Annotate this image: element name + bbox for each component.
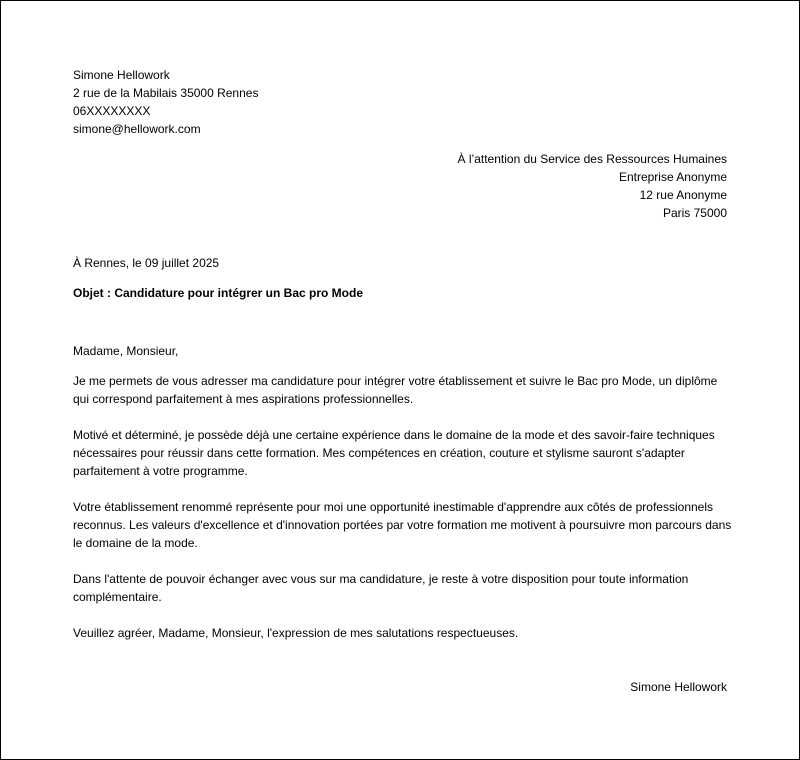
- sender-phone: 06XXXXXXXX: [73, 104, 151, 118]
- sender-block: [73, 66, 258, 138]
- recipient-company: Entreprise Anonyme: [618, 170, 727, 184]
- sender-name: Simone Hellowork: [73, 68, 170, 82]
- sender-address: 2 rue de la Mabilais 35000 Rennes: [73, 86, 259, 100]
- sender-email: simone@hellowork.com: [73, 122, 201, 136]
- body-paragraph: Dans l'attente de pouvoir échanger avec vous sur ma candidature, je reste à votre disposition pour toute information complémentaire.: [73, 572, 689, 604]
- body-paragraph: Motivé et déterminé, je possède déjà une certaine expérience dans le domaine de la mode et des savoir-faire techniques nécessaires pour réussir dans cette formation. Mes compétences en création, couture et stylisme sauront s'adapter parfaitement à votre programme.: [73, 428, 715, 478]
- recipient-street: 12 rue Anonyme: [639, 188, 727, 202]
- letter-body: [73, 342, 733, 660]
- signature: Simone Hellowork: [630, 680, 727, 694]
- greeting: Madame, Monsieur,: [73, 344, 179, 358]
- subject-line: Objet : Candidature pour intégrer un Bac pro Mode: [73, 286, 364, 300]
- recipient-city: Paris 75000: [662, 206, 727, 220]
- date-line: À Rennes, le 09 juillet 2025: [73, 256, 220, 270]
- recipient-attention: À l’attention du Service des Ressources Humaines: [457, 152, 727, 166]
- body-paragraph: Je me permets de vous adresser ma candidature pour intégrer votre établissement et suivre le Bac pro Mode, un diplôme qui correspond parfaitement à mes aspirations professionnelles.: [73, 374, 718, 406]
- closing-paragraph: Veuillez agréer, Madame, Monsieur, l'expression de mes salutations respectueuses.: [73, 626, 519, 640]
- body-paragraph: Votre établissement renommé représente pour moi une opportunité inestimable d'apprendre aux côtés de professionnels reconnus. Les valeurs d'excellence et d'innovation portées par votre formation me motivent à poursuivre mon parcours dans le domaine de la mode.: [73, 500, 732, 550]
- recipient-block: [458, 150, 727, 222]
